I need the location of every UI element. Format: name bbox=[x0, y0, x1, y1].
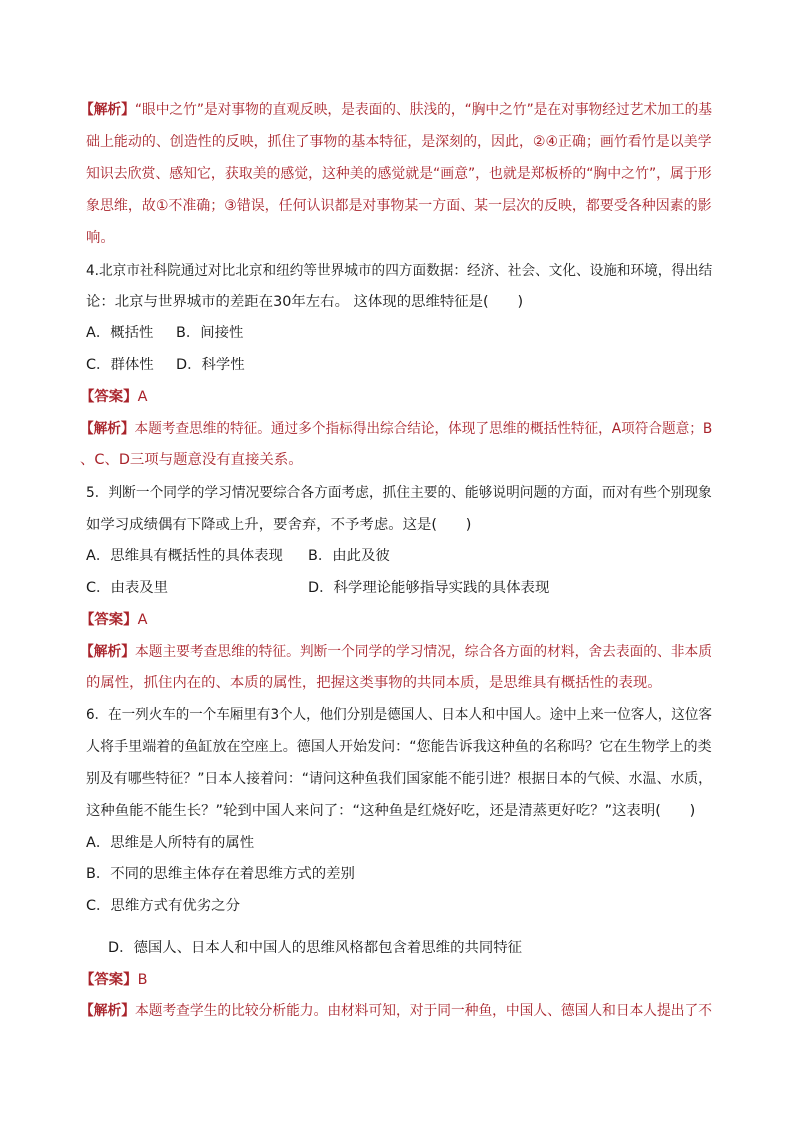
q5-stem-line-2: 如学习成绩偶有下降或上升，要舍弃，不予考虑。这是( ) bbox=[86, 517, 472, 533]
q5-stem-line-1: 5．判断一个同学的学习情况要综合各方面考虑，抓住主要的、能够说明问题的方面，而对有些个别现象 bbox=[86, 485, 712, 501]
q5-analysis-text-1: 本题主要考查思维的特征。判断一个同学的学习情况，综合各方面的材料，舍去表面的、非本质 bbox=[134, 644, 713, 660]
q6-option-d: D．德国人、日本人和中国人的思维风格都包含着思维的共同特征 bbox=[108, 940, 523, 956]
q5-option-b: B．由此及彼 bbox=[308, 548, 390, 564]
q5-option-c: C．由表及里 bbox=[86, 580, 169, 596]
q6-option-a: A．思维是人所特有的属性 bbox=[86, 835, 255, 851]
q5-option-a: A．思维具有概括性的具体表现 bbox=[86, 548, 283, 564]
q6-option-b: B．不同的思维主体存在着思维方式的差别 bbox=[86, 866, 355, 882]
q5-option-d: D．科学理论能够指导实践的具体表现 bbox=[308, 580, 550, 596]
q4-analysis-label: 【解析】 bbox=[80, 421, 135, 437]
q4-analysis-line-2: 、C、D三项与题意没有直接关系。 bbox=[80, 452, 303, 468]
q4-option-d: D．科学性 bbox=[176, 357, 245, 373]
q5-answer bbox=[80, 610, 147, 630]
q6-option-c: C．思维方式有优劣之分 bbox=[86, 898, 240, 914]
q4-analysis-line-1 bbox=[80, 419, 712, 439]
q6-answer bbox=[80, 970, 147, 990]
q6-answer-label: 【答案】 bbox=[80, 972, 138, 988]
q3-analysis-line-2: 础上能动的、创造性的反映，抓住了事物的基本特征，是深刻的，因此，②④正确；画竹看竹是以美学 bbox=[86, 134, 712, 150]
q4-answer-label: 【答案】 bbox=[80, 389, 138, 405]
q5-analysis-line-1 bbox=[80, 642, 712, 662]
q5-analysis-line-2: 的属性，抓住内在的、本质的属性，把握这类事物的共同本质，是思维具有概括性的表现。 bbox=[86, 675, 662, 691]
q3-analysis-line-3: 知识去欣赏、感知它，获取美的感觉，这种美的感觉就是“画意”，也就是郑板桥的“胸中之竹”，属于形 bbox=[86, 166, 712, 182]
q6-analysis-line-1 bbox=[80, 1001, 712, 1021]
q4-analysis-text-1: 本题考查思维的特征。通过多个指标得出综合结论，体现了思维的概括性特征，A项符合题意；B bbox=[134, 421, 713, 437]
q3-analysis-line-4: 象思维，故①不准确；③错误，任何认识都是对事物某一方面、某一层次的反映，都要受各种因素的影 bbox=[86, 198, 712, 214]
q4-answer bbox=[80, 387, 147, 407]
q4-stem-line-2: 论：北京与世界城市的差距在30年左右。 这体现的思维特征是( ) bbox=[86, 294, 524, 310]
q6-analysis-label: 【解析】 bbox=[80, 1003, 135, 1019]
q3-analysis-line-1 bbox=[80, 100, 712, 120]
q5-analysis-label: 【解析】 bbox=[80, 644, 135, 660]
q4-option-b: B．间接性 bbox=[176, 325, 244, 341]
q4-option-c: C．群体性 bbox=[86, 357, 154, 373]
q3-analysis-text-1: “眼中之竹”是对事物的直观反映，是表面的、肤浅的，“胸中之竹”是在对事物经过艺术加工的基 bbox=[134, 102, 713, 118]
q3-analysis-label: 【解析】 bbox=[80, 102, 135, 118]
q3-analysis-line-5: 响。 bbox=[86, 230, 115, 246]
q6-answer-value: B bbox=[137, 972, 148, 988]
q6-stem-line-2: 人将手里端着的鱼缸放在空座上。德国人开始发问：“您能告诉我这种鱼的名称吗？它在生物学上的类 bbox=[86, 739, 712, 755]
q6-stem-line-1: 6．在一列火车的一个车厢里有3个人，他们分别是德国人、日本人和中国人。途中上来一位客人，这位客 bbox=[86, 707, 712, 723]
q5-answer-label: 【答案】 bbox=[80, 612, 138, 628]
q4-answer-value: A bbox=[137, 389, 148, 405]
q4-stem-line-1: 4.北京市社科院通过对比北京和纽约等世界城市的四方面数据：经济、社会、文化、设施和环境，得出结 bbox=[86, 263, 713, 279]
q6-stem-line-3: 别及有哪些特征？”日本人接着问：“请问这种鱼我们国家能不能引进？根据日本的气候、水温、水质， bbox=[86, 771, 713, 787]
q6-stem-line-4: 这种鱼能不能生长？”轮到中国人来问了：“这种鱼是红烧好吃，还是清蒸更好吃？”这表明( ) bbox=[86, 803, 696, 819]
q6-analysis-text-1: 本题考查学生的比较分析能力。由材料可知，对于同一种鱼，中国人、德国人和日本人提出了不 bbox=[134, 1003, 713, 1019]
q4-option-a: A．概括性 bbox=[86, 325, 154, 341]
q5-answer-value: A bbox=[137, 612, 148, 628]
